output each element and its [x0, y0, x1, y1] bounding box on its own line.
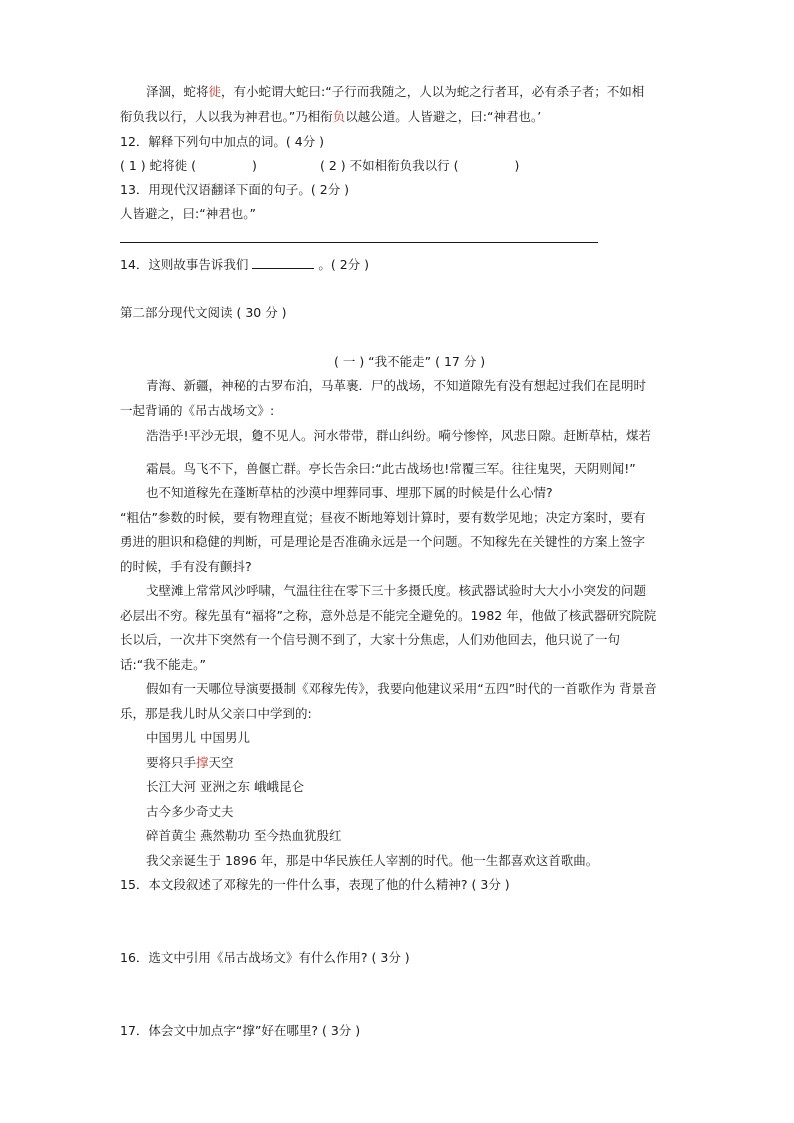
- question-14: [120, 256, 369, 273]
- q12-item-2-close: ): [514, 158, 520, 173]
- song-line-2-part-b: 天空: [208, 755, 234, 770]
- song-line-3: 长江大河 亚洲之东 峨峨昆仑: [146, 779, 304, 794]
- article-p6-line-1: 假如有一天哪位导演要摄制《邓稼先传》，我要向他建议采用“五四”时代的一首歌作为 背景音: [146, 681, 657, 696]
- article-p6-line-2: 乐，那是我儿时从父亲口中学到的:: [120, 706, 312, 721]
- q12-item-1-close: ): [251, 158, 257, 173]
- song-highlight-cheng: 撑: [196, 755, 209, 770]
- article-p4-line-2: 勇进的胆识和稳健的判断，可是理论是否准确永远是一个问题。不知稼先在关键性的方案上签字: [120, 534, 646, 549]
- article-p2-line-2: 霜晨。鸟飞不下，兽偃亡群。亭长告余曰:“此古战场也!常覆三军。往往鬼哭，天阴则闻!”: [146, 461, 636, 476]
- song-line-2-part-a: 要将只手: [146, 755, 197, 770]
- part2-heading: 第二部分现代文阅读 ( 30 分 ): [120, 305, 287, 320]
- article-p5-line-3: 长以后，一次井下突然有一个信号测不到了，大家十分焦虑，人们劝他回去，他只说了一句: [120, 632, 621, 647]
- q12-item-1-text: ( 1 ) 蛇将徙 (: [120, 158, 196, 173]
- question-15: 15．本文段叙述了邓稼先的一件什么事，表现了他的什么精神? ( 3分 ): [120, 877, 510, 892]
- song-line-4: 古今多少奇丈夫: [146, 804, 234, 819]
- story-line-2-part-b: 以越公道。人皆避之，曰:“神君也。’: [345, 109, 542, 124]
- story-highlight-fu: 负: [332, 109, 346, 124]
- story-line-1-part-a: 泽涸，蛇将: [146, 84, 209, 99]
- article-p7-line-1: 我父亲诞生于 1896 年，那是中华民族任人宰割的时代。他一生都喜欢这首歌曲。: [146, 853, 599, 868]
- story-line-1: [146, 84, 644, 100]
- question-12-item-2: [320, 158, 519, 174]
- story-line-2-part-a: 衔负我以行，人以我为神君也。”乃相衔: [120, 109, 333, 124]
- article-p5-line-1: 戈壁滩上常常风沙呼啸，气温往往在零下三十多摄氏度。核武器试验时大大小小突发的问题: [146, 583, 647, 598]
- article-p2-line-1: 浩浩乎!平沙无垠，敻不见人。河水带带，群山纠纷。嗬兮惨悴，风悲日隙。赶断草枯，煤若: [146, 428, 652, 443]
- article-p1-line-2: 一起背诵的《吊古战场文》:: [120, 403, 275, 418]
- question-12-item-1: [120, 158, 257, 174]
- answer-line-q13[interactable]: [120, 242, 598, 243]
- article-p5-line-4: 话:“我不能走。”: [120, 657, 206, 672]
- question-17: 17．体会文中加点字“撑”好在哪里? ( 3分 ): [120, 1023, 361, 1038]
- article-p5-line-2: 必层出不穷。稼先虽有“福将”之称，意外总是不能完全避免的。1982 年，他做了核武器研究院院: [120, 608, 657, 623]
- q12-item-2-text: ( 2 ) 不如相衔负我以行 (: [320, 158, 459, 173]
- story-line-2: [120, 109, 541, 125]
- song-line-2: [146, 755, 234, 771]
- song-line-5: 碎首黄尘 燕然勒功 至今热血犹殷红: [146, 828, 342, 843]
- question-13-sentence: 人皆避之，曰:“神君也。”: [120, 206, 256, 221]
- question-12: 12．解释下列句中加点的词。( 4分 ): [120, 134, 325, 149]
- q14-text-b: 。( 2分 ): [318, 257, 370, 272]
- song-line-1: 中国男儿 中国男儿: [146, 730, 250, 745]
- article-p4-line-1: “粗估”参数的时候，要有物理直觉；昼夜不断地筹划计算时，要有数学见地；决定方案时，要有: [120, 510, 646, 525]
- article-p3-line-1: 也不知道稼先在蓬断草枯的沙漠中埋葬同事、埋那下属的时候是什么心情?: [146, 485, 553, 500]
- story-highlight-xi: 徙: [208, 84, 222, 99]
- article-p1-line-1: 青海、新疆，神秘的古罗布泊，马革裹．尸的战场，不知道隙先有没有想起过我们在昆明时: [146, 378, 647, 393]
- article-p4-line-3: 的时候，手有没有颤抖?: [120, 559, 252, 574]
- q14-answer-blank[interactable]: [252, 256, 314, 269]
- question-13: 13．用现代汉语翻译下面的句子。( 2分 ): [120, 182, 350, 197]
- section-title: ( 一 ) “我不能走” ( 17 分 ): [334, 354, 486, 369]
- q14-text-a: 14．这则故事告诉我们: [120, 257, 249, 272]
- story-line-1-part-b: ，有小蛇谓大蛇曰:“子行而我随之，人以为蛇之行者耳，必有杀子者；不如相: [221, 84, 645, 99]
- question-16: 16．选文中引用《吊古战场文》有什么作用? ( 3分 ): [120, 950, 410, 965]
